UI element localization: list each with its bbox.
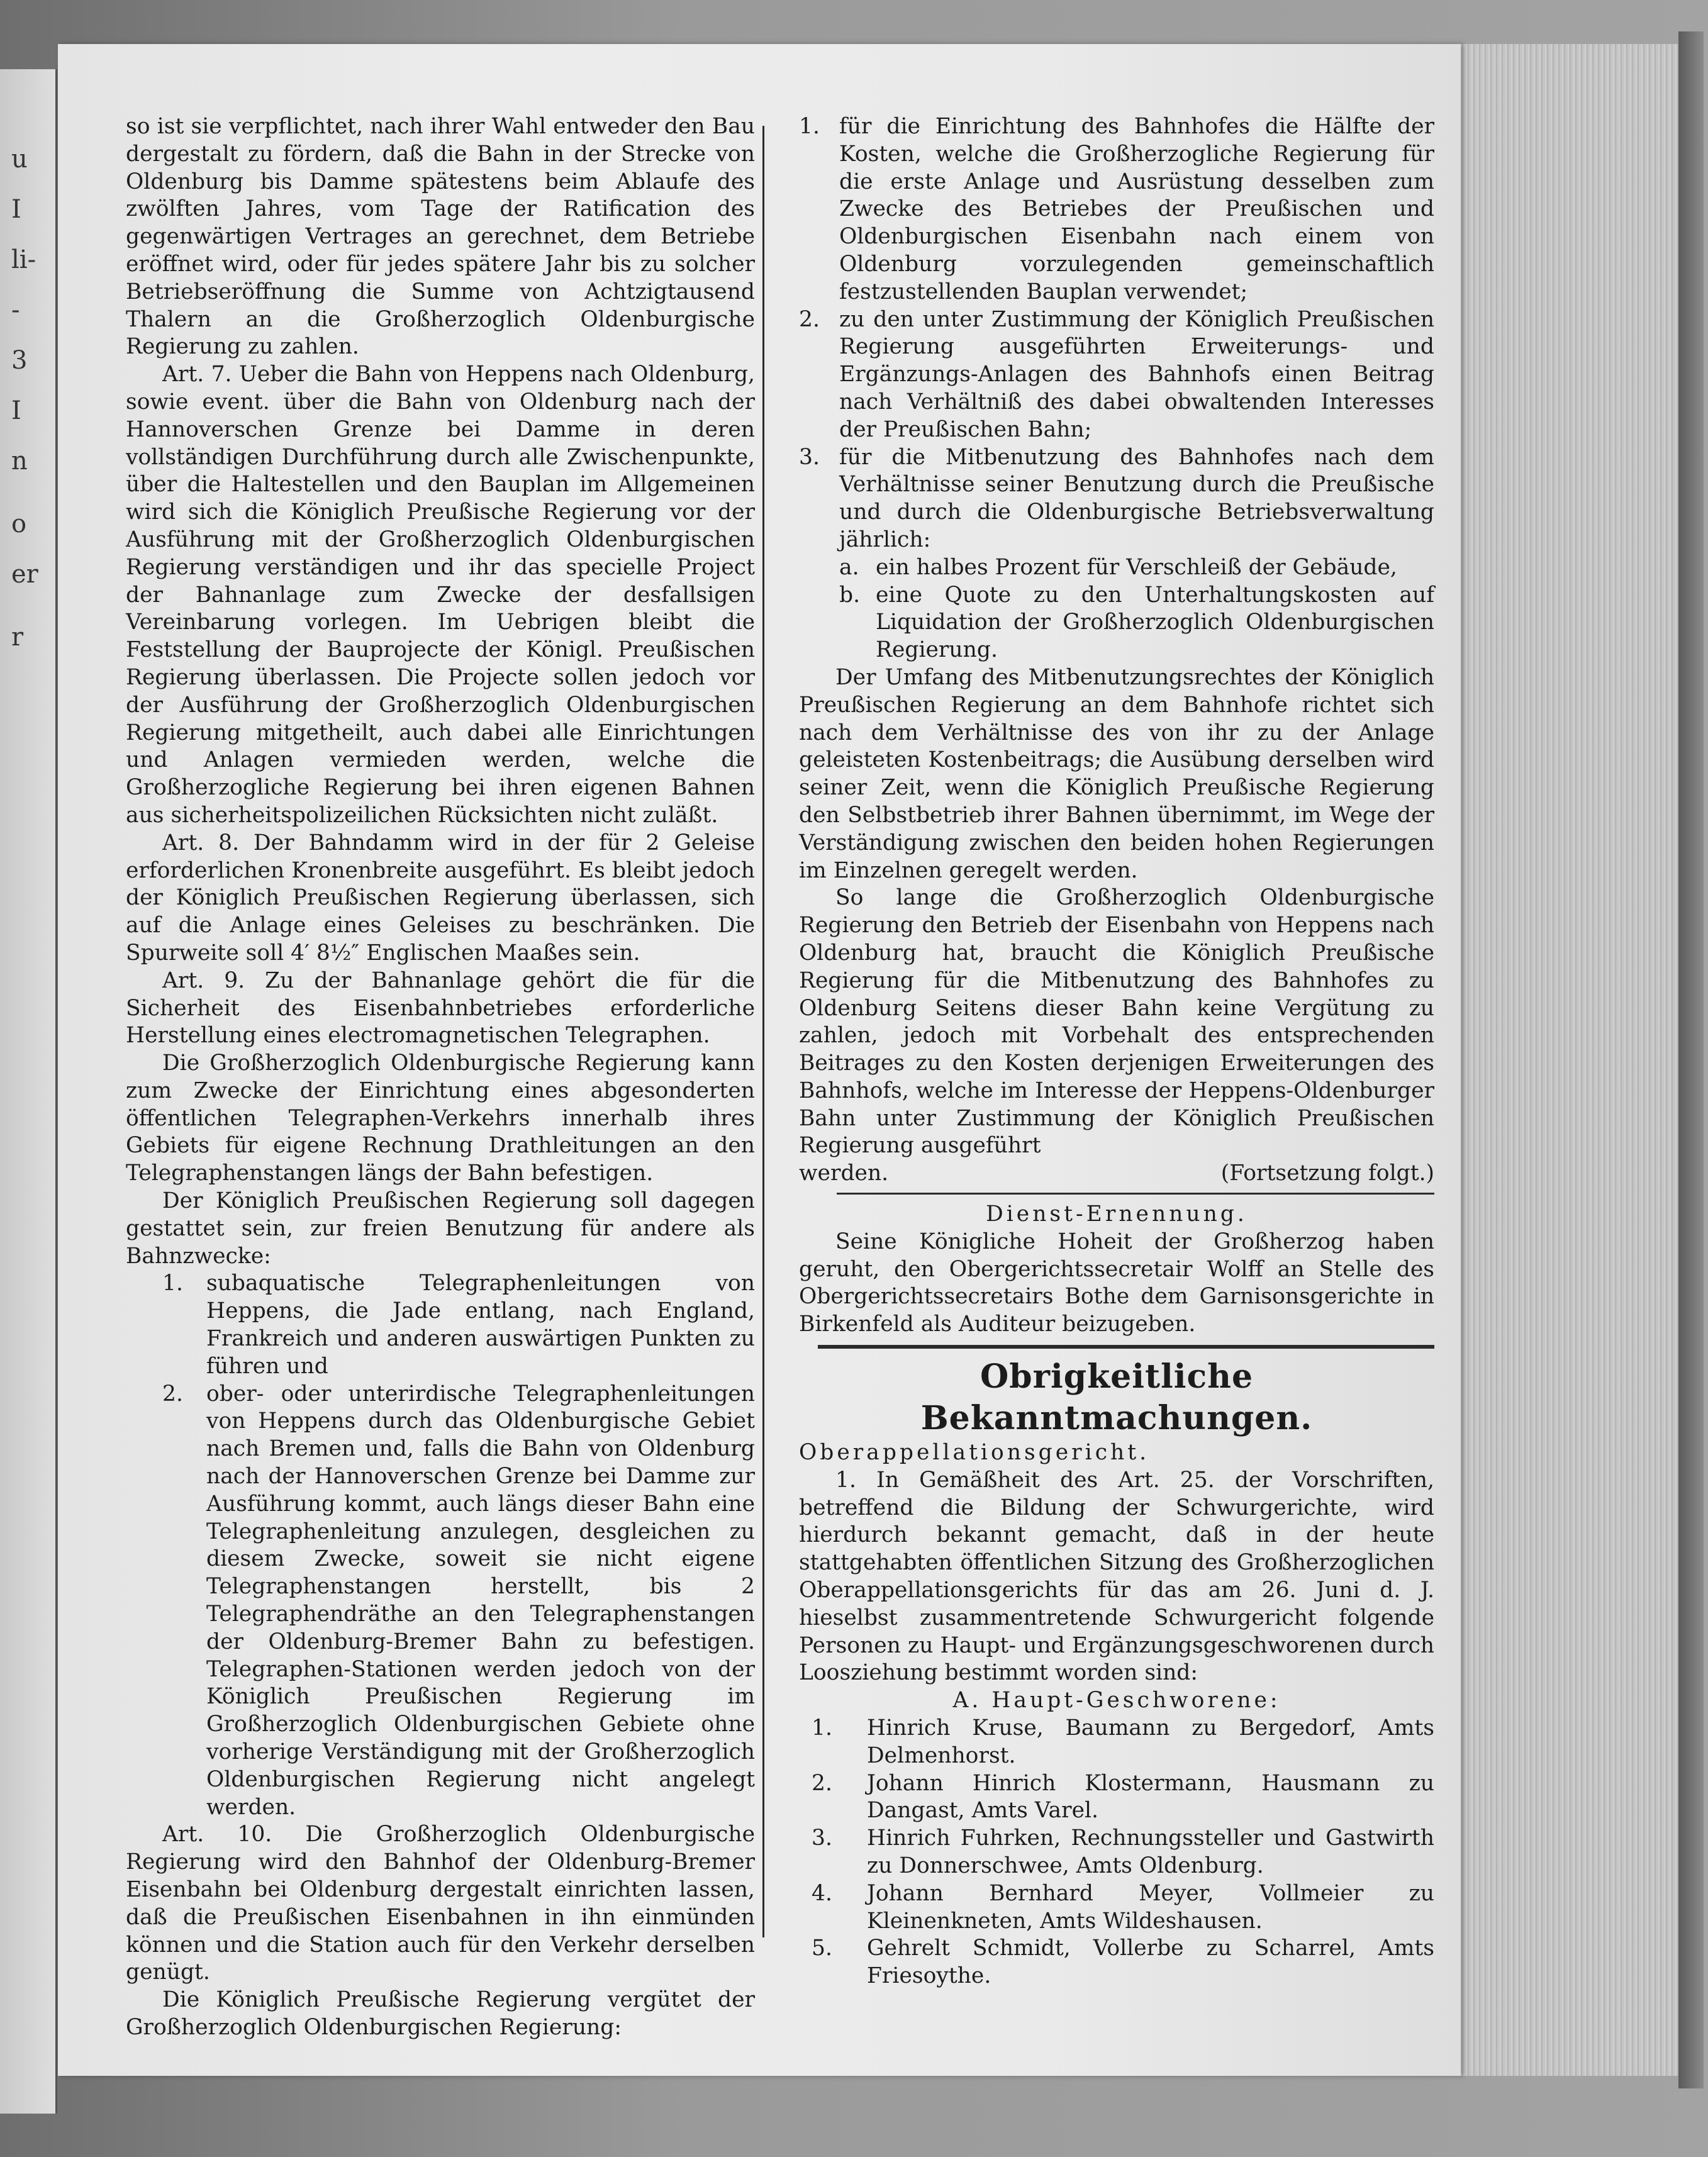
section-title-dienst: Dienst-Ernennung. xyxy=(986,1201,1248,1227)
list-text: Johann Hinrich Klostermann, Hausmann zu Dangast, Amts Varel. xyxy=(867,1770,1434,1824)
prev-page-fragment: 3 xyxy=(11,346,28,375)
paragraph-telegraph: Die Großherzoglich Oldenburgische Regierung kann zum Zwecke der Einrichtung eines abgesonderten öffentlichen Telegraphen-Verkehrs innerhalb ihres Gebiets für eigene Rechnung Drathleitungen an den Telegraphenstangen längs der Bahn befestigen. xyxy=(126,1051,755,1186)
list-text: subaquatische Telegraphenleitungen von Heppens, die Jade entlang, nach England, Frankreich und anderen auswärtigen Punkten zu führen und xyxy=(206,1271,755,1379)
list-number: 2. xyxy=(812,1770,832,1796)
list-text: ober- oder unterirdische Telegraphenleitungen von Heppens durch das Oldenburgische Gebiet nach Bremen und, falls die Bahn von Oldenburg nach der Hannoverschen Grenze bei Damme zur Ausführung kommt, auch längs dieser Bahn eine Telegraphenleitung anzulegen, desgleichen zu diesem Zwecke, soweit sie nicht eigene Telegraphenstangen herstellt, bis 2 Telegraphendräthe an den Telegraphenstangen der Oldenburg-Bremer Bahn zu befestigen. Telegraphen-Stationen werden jedoch von der Königlich Preußischen Regierung im Großherzoglich Oldenburgischen Gebiete ohne vorherige Verständigung mit der Großherzoglich Oldenburgischen Regierung nicht angelegt werden. xyxy=(206,1381,755,1820)
list-item xyxy=(799,1770,1434,1825)
column-divider xyxy=(762,126,764,1937)
list-text: Hinrich Fuhrken, Rechnungssteller und Gastwirth zu Donnerschwee, Amts Oldenburg. xyxy=(867,1825,1434,1879)
prev-page-fragment: I xyxy=(11,396,21,425)
sub-list-item xyxy=(799,582,1434,664)
prev-page-fragment: r xyxy=(11,623,24,652)
paragraph-appointment: Seine Königliche Hoheit der Großherzog haben geruht, den Obergerichtssecretair Wolff an Stelle des Obergerichtssecretairs Bothe dem Garnisonsgerichte in Birkenfeld als Auditeur beizugeben. xyxy=(799,1229,1434,1337)
sub-list-letter: b. xyxy=(839,582,861,608)
list-item xyxy=(799,1715,1434,1770)
sub-list-text: eine Quote zu den Unterhaltungskosten auf Liquidation der Großherzoglich Oldenburgischen Regierung. xyxy=(876,582,1434,663)
jurors-list xyxy=(799,1715,1434,1990)
paragraph-announcement: 1. In Gemäßheit des Art. 25. der Vorschriften, betreffend die Bildung der Schwurgerichte, wird hierdurch bekannt gemacht, daß in der heute stattgehabten öffentlichen Sitzung des Großherzoglichen Oberappellationsgerichts für das am 26. Juni d. J. hieselbst zusammentretende Schwurgericht folgende Personen zu Haupt- und Ergänzungsgeschworenen durch Loosziehung bestimmt worden sind: xyxy=(799,1467,1434,1686)
sub-list-letter: a. xyxy=(839,554,859,580)
prev-page-fragment: n xyxy=(11,447,28,476)
list-number: 2. xyxy=(162,1381,183,1407)
list-number: 5. xyxy=(812,1936,832,1961)
prev-page-fragment: o xyxy=(11,510,27,538)
list-number: 1. xyxy=(162,1271,183,1296)
document-page xyxy=(58,44,1461,2076)
article-8: Art. 8. Der Bahndamm wird in der für 2 Geleise erforderlichen Kronenbreite ausgeführt. Es bleibt jedoch der Königlich Preußischen Regierung überlassen, sich auf die Anlage eines Geleises zu beschränken. Die Spurweite soll 4′ 8½″ Englischen Maaßes sein. xyxy=(126,830,755,966)
article-7: Art. 7. Ueber die Bahn von Heppens nach Oldenburg, sowie event. über die Bahn von Oldenburg nach der Hannoverschen Grenze bei Damme in deren vollständigen Durchführung durch alle Zwischenpunkte, über die Haltestellen und den Bauplan im Allgemeinen wird sich die Königlich Preußische Regierung vor der Ausführung mit der Großherzoglich Oldenburgischen Regierung verständigen und ihr das specielle Project der Bahnanlage zum Zwecke der desfallsigen Vereinbarung vorlegen. Im Uebrigen bleibt die Feststellung der Bauprojecte der Königl. Preußischen Regierung überlassen. Die Projecte sollen jedoch vor der Ausführung der Großherzoglich Oldenburgischen Regierung mitgetheilt, auch dabei alle Einrichtungen und Anlagen vermieden werden, welche die Großherzogliche Regierung bei ihren eigenen Bahnen aus sicherheitspolizeilichen Rücksichten nicht zuläßt. xyxy=(126,362,755,828)
list-item xyxy=(126,1270,755,1380)
paragraph-solange: So lange die Großherzoglich Oldenburgische Regierung den Betrieb der Eisenbahn von Heppens nach Oldenburg hat, braucht die Königlich Preußische Regierung für die Mitbenutzung des Bahnhofes zu Oldenburg Seitens dieser Bahn keine Vergütung zu zahlen, jedoch mit Vorbehalt des entsprechenden Beitrages zu den Kosten derjenigen Erweiterungen des Bahnhofs, welche im Interesse der Heppens-Oldenburger Bahn unter Zustimmung der Königlich Preußischen Regierung ausgeführt xyxy=(799,885,1434,1159)
list-text: für die Einrichtung des Bahnhofes die Hälfte der Kosten, welche die Großherzogliche Regierung für die erste Anlage und Ausrüstung desselben zum Zwecke des Betriebes der Preußischen und Oldenburgischen Eisenbahn nach einem von Oldenburg vorzulegenden gemeinschaftlich festzustellenden Bauplan verwendet; xyxy=(839,114,1434,304)
list-number: 1. xyxy=(812,1715,832,1741)
prev-page-fragment: I xyxy=(11,195,21,224)
section-rule xyxy=(837,1193,1434,1195)
paragraph-end-line xyxy=(799,1160,1434,1188)
left-column xyxy=(126,113,755,2042)
list-text: für die Mitbenutzung des Bahnhofes nach dem Verhältnisse seiner Benutzung durch die Preußische und durch die Oldenburgische Betriebsverwaltung jährlich: xyxy=(839,444,1434,552)
sub-list-text: ein halbes Prozent für Verschleiß der Gebäude, xyxy=(876,554,1397,580)
list-text: Hinrich Kruse, Baumann zu Bergedorf, Amts Delmenhorst. xyxy=(867,1715,1434,1768)
right-column xyxy=(799,113,1434,1990)
paragraph-end-word: werden. xyxy=(799,1161,889,1186)
list-text: Gehrelt Schmidt, Vollerbe zu Scharrel, Amts Friesoythe. xyxy=(867,1936,1434,1989)
continuation-note: (Fortsetzung folgt.) xyxy=(1220,1161,1434,1186)
jurors-title: A. Haupt-Geschworene: xyxy=(952,1688,1281,1714)
list-number: 2. xyxy=(799,306,820,332)
prev-page-fragment: - xyxy=(11,296,20,325)
paragraph-compensation: Die Königlich Preußische Regierung vergütet der Großherzoglich Oldenburgischen Regierung: xyxy=(126,1987,755,2040)
list-number: 1. xyxy=(799,114,820,139)
list-number: 4. xyxy=(812,1880,832,1906)
book-page-edges xyxy=(1441,44,1681,2076)
paragraph-scope: Der Umfang des Mitbenutzungsrechtes der Königlich Preußischen Regierung an dem Bahnhofe richtet sich nach dem Verhältnisse des von ihr zu der Anlage geleisteten Kostenbeitrags; die Ausübung derselben wird seiner Zeit, wenn die Königlich Preußische Regierung den Selbstbetrieb ihrer Bahnen übernimmt, im Wege der Verständigung zwischen den beiden hohen Regierungen im Einzelnen geregelt werden. xyxy=(799,664,1434,883)
list-item xyxy=(799,113,1434,306)
prev-page-fragment: li- xyxy=(11,245,36,274)
list-number: 3. xyxy=(799,444,820,470)
list-text: zu den unter Zustimmung der Königlich Preußischen Regierung ausgeführten Erweiterungs- und Ergänzungs-Anlagen des Bahnhofs einen Beitrag nach Verhältniß des dabei obwaltenden Interesses der Preußischen Bahn; xyxy=(839,306,1434,442)
list-item xyxy=(799,1935,1434,1990)
list-item xyxy=(126,1381,755,1822)
list-number: 3. xyxy=(812,1825,832,1851)
section-heading: Obrigkeitliche Bekanntmachungen. xyxy=(920,1357,1313,1438)
subsection-title: Oberappellationsgericht. xyxy=(799,1440,1150,1466)
article-10: Art. 10. Die Großherzoglich Oldenburgische Regierung wird den Bahnhof der Oldenburg-Bremer Eisenbahn bei Oldenburg dergestalt einrichten lassen, daß die Preußischen Eisenbahnen in ihn einmünden können und die Station auch für den Verkehr derselben genügt. xyxy=(126,1822,755,1985)
list-item xyxy=(799,1880,1434,1936)
paragraph-continuation: so ist sie verpflichtet, nach ihrer Wahl entweder den Bau dergestalt zu fördern, daß die Bahn in der Strecke von Oldenburg bis Damme spätestens beim Ablaufe des zwölften Jahres, vom Tage der Ratification des gegenwärtigen Vertrages an gerechnet, dem Betriebe eröffnet wird, oder für jedes spätere Jahr bis zu solcher Betriebseröffnung die Summe von Achtzigtausend Thalern an die Großherzoglich Oldenburgische Regierung zu zahlen. xyxy=(126,114,755,360)
previous-page-edge xyxy=(0,69,57,2114)
article-9: Art. 9. Zu der Bahnanlage gehört die für die Sicherheit des Eisenbahnbetriebes erforderliche Herstellung eines electromagnetischen Telegraphen. xyxy=(126,967,755,1049)
list-item xyxy=(799,306,1434,444)
paragraph-permission: Der Königlich Preußischen Regierung soll dagegen gestattet sein, zur freien Benutzung für andere als Bahnzwecke: xyxy=(126,1188,755,1269)
list-text: Johann Bernhard Meyer, Vollmeier zu Kleinenkneten, Amts Wildeshausen. xyxy=(867,1880,1434,1934)
list-item xyxy=(799,444,1434,554)
section-rule-thick xyxy=(818,1345,1434,1349)
list-item xyxy=(799,1825,1434,1880)
prev-page-fragment: u xyxy=(11,145,28,174)
sub-list-item xyxy=(799,554,1434,582)
prev-page-fragment: er xyxy=(11,560,38,589)
